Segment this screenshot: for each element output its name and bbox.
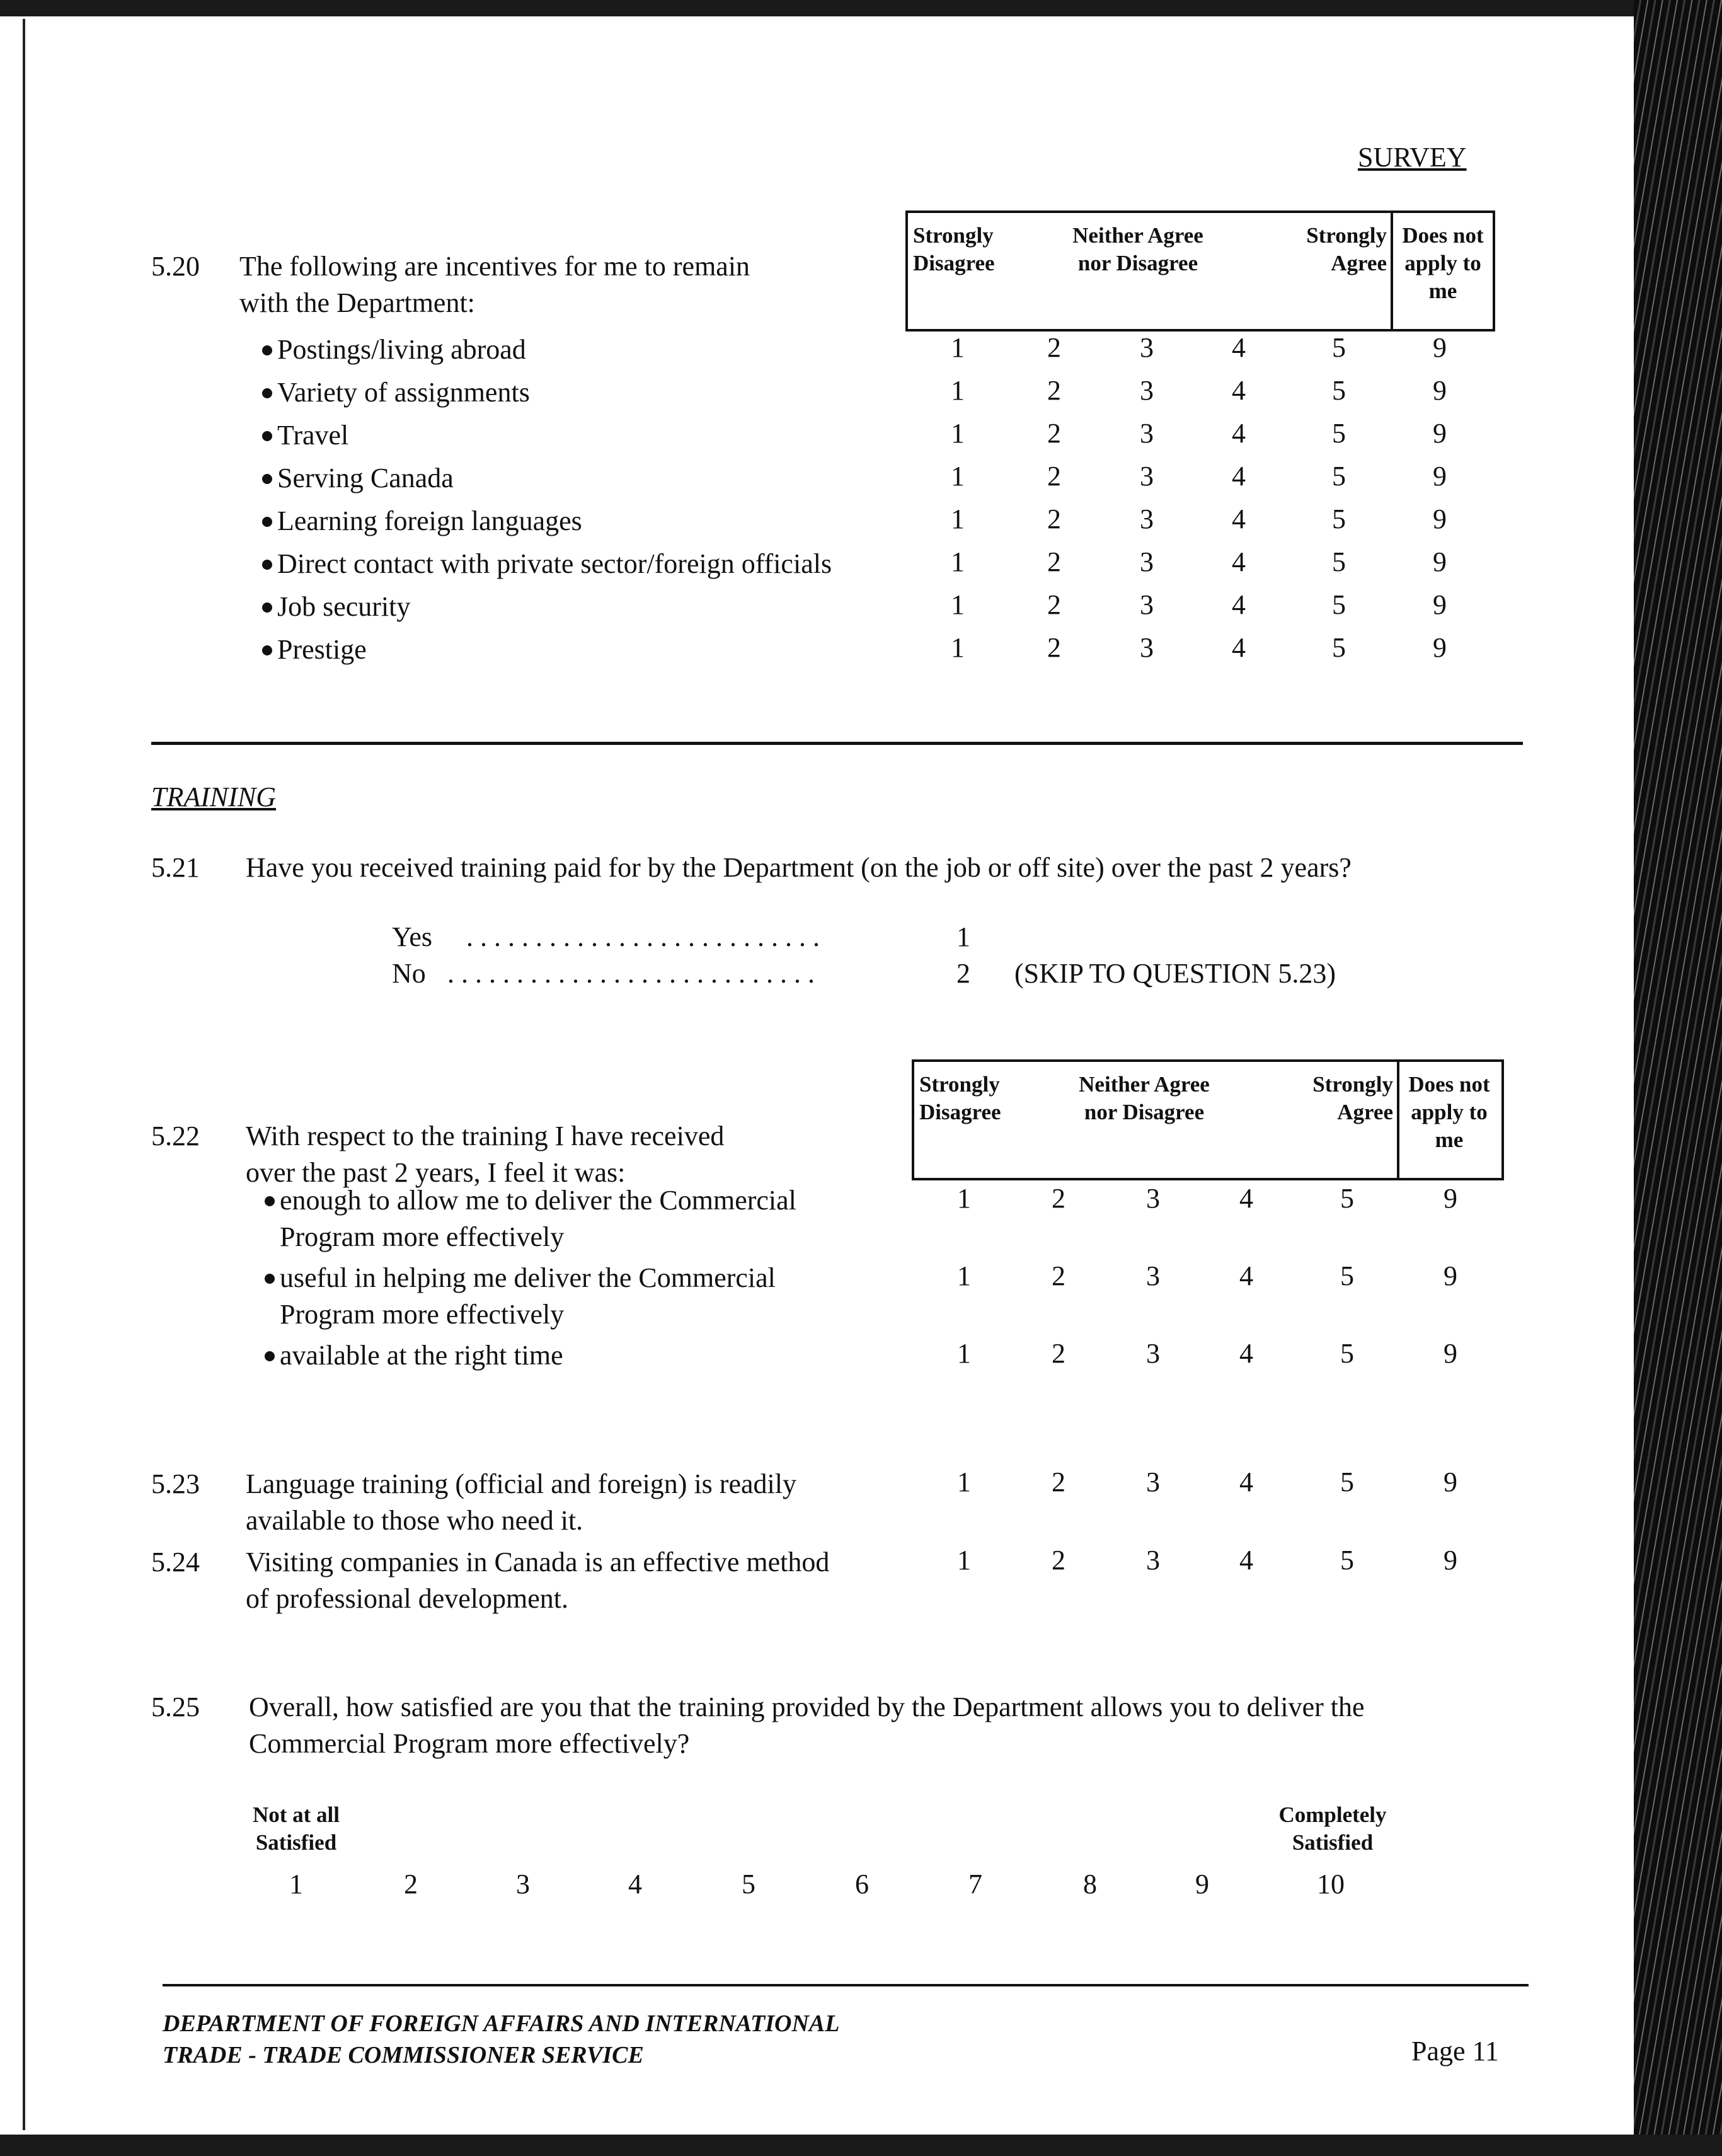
q523-option-3[interactable]: 4 [1239,1467,1253,1497]
q522-item-2-option-2[interactable]: 3 [1146,1338,1160,1369]
q525-option-9[interactable]: 9 [1195,1869,1209,1899]
q521-option-no-code[interactable]: 2 [956,958,970,989]
bullet-icon [265,1351,275,1361]
q520-item-7-option-5[interactable]: 9 [1433,632,1447,663]
footer-divider [163,1984,1529,1986]
q523-option-2[interactable]: 3 [1146,1467,1160,1497]
q520-item-2-option-1[interactable]: 2 [1047,418,1061,449]
q520-item-label: Postings/living abroad [277,334,526,365]
header-strongly-agree: Strongly Agree [1306,223,1387,275]
bullet-icon [265,1274,275,1284]
q521-option-no-dots: . . . . . . . . . . . . . . . . . . . . . . . . . . . [447,958,815,989]
q520-item-6-option-2[interactable]: 3 [1140,589,1154,620]
bullet-icon [262,645,272,655]
q520-item-1-option-0[interactable]: 1 [951,375,965,406]
q522-item-2-option-1[interactable]: 2 [1052,1338,1065,1369]
q525-option-2[interactable]: 2 [404,1869,418,1899]
q520-item-2-option-4[interactable]: 5 [1332,418,1346,449]
q520-item-label: Job security [277,591,411,622]
q520-item-5-option-3[interactable]: 4 [1232,546,1246,577]
q521-option-no-label[interactable]: No [392,958,426,989]
q522-text-line1: With respect to the training I have received [246,1121,725,1151]
q525-option-10[interactable]: 10 [1317,1869,1345,1899]
q525-option-4[interactable]: 4 [628,1869,642,1899]
q525-option-3[interactable]: 3 [516,1869,530,1899]
q520-item-5-option-0[interactable]: 1 [951,546,965,577]
q522-item-0-option-3[interactable]: 4 [1239,1183,1253,1214]
q523-option-5[interactable]: 9 [1444,1467,1457,1497]
q520-item-label: Variety of assignments [277,377,530,408]
q522-item-line2: Program more effectively [280,1221,565,1252]
q522-item-0-option-1[interactable]: 2 [1052,1183,1065,1214]
q520-item-6-option-4[interactable]: 5 [1332,589,1346,620]
q520-item-4-option-1[interactable]: 2 [1047,504,1061,534]
q520-item-7-option-2[interactable]: 3 [1140,632,1154,663]
q525-low-label: Not at all Satisfied [252,1802,340,1855]
bullet-icon [262,602,272,613]
q522-item-line1: available at the right time [280,1340,563,1371]
q520-item-2-option-0[interactable]: 1 [951,418,965,449]
bullet-icon [262,560,272,570]
header-does-not-apply: Does not apply to me [1402,223,1484,303]
q525-option-8[interactable]: 8 [1083,1869,1097,1899]
q521-option-yes-label[interactable]: Yes [392,921,433,952]
q522-item-2-option-5[interactable]: 9 [1444,1338,1457,1369]
bullet-icon [265,1196,275,1206]
q520-item-6-option-1[interactable]: 2 [1047,589,1061,620]
q525-number: 5.25 [151,1692,200,1722]
q520-item-5-option-4[interactable]: 5 [1332,546,1346,577]
q521-option-yes-dots: . . . . . . . . . . . . . . . . . . . . . . . . . . [466,921,820,952]
q522-item-0-option-4[interactable]: 5 [1340,1183,1354,1214]
q522-item-0-option-0[interactable]: 1 [957,1183,971,1214]
q520-item-5-option-1[interactable]: 2 [1047,546,1061,577]
scale-header-box-520 [905,210,1495,331]
q520-item-label: Prestige [277,634,367,665]
q520-item-4-option-3[interactable]: 4 [1232,504,1246,534]
q523-option-1[interactable]: 2 [1052,1467,1065,1497]
scale-header-box-522 [912,1059,1504,1180]
q523-number: 5.23 [151,1468,200,1499]
scan-border-top [0,0,1722,16]
header-strongly-agree: Strongly Agree [1312,1072,1393,1124]
q524-number: 5.24 [151,1547,200,1577]
q524-option-5[interactable]: 9 [1444,1545,1457,1576]
q520-item-1-option-4[interactable]: 5 [1332,375,1346,406]
q520-item-1-option-3[interactable]: 4 [1232,375,1246,406]
q524-option-1[interactable]: 2 [1052,1545,1065,1576]
q520-item-5-option-5[interactable]: 9 [1433,546,1447,577]
q520-item-4-option-4[interactable]: 5 [1332,504,1346,534]
q520-item-7-option-3[interactable]: 4 [1232,632,1246,663]
q522-item-line1: enough to allow me to deliver the Commercial [280,1185,796,1216]
q520-item-7-option-1[interactable]: 2 [1047,632,1061,663]
q520-text-line1: The following are incentives for me to remain [239,251,750,282]
header-does-not-apply: Does not apply to me [1408,1072,1490,1152]
q520-item-6-option-5[interactable]: 9 [1433,589,1447,620]
q520-item-2-option-5[interactable]: 9 [1433,418,1447,449]
q520-item-0-option-4[interactable]: 5 [1332,332,1346,363]
q520-item-6-option-3[interactable]: 4 [1232,589,1246,620]
q522-item-1-option-3[interactable]: 4 [1239,1260,1253,1291]
q520-number: 5.20 [151,251,200,282]
q525-line2: Commercial Program more effectively? [249,1728,690,1759]
q520-item-2-option-3[interactable]: 4 [1232,418,1246,449]
q520-item-3-option-5[interactable]: 9 [1433,461,1447,492]
q521-option-yes-code[interactable]: 1 [956,921,970,952]
q520-item-1-option-2[interactable]: 3 [1140,375,1154,406]
header-strongly-disagree: Strongly Disagree [919,1072,1001,1124]
q520-item-4-option-5[interactable]: 9 [1433,504,1447,534]
scan-border-bottom [0,2135,1722,2156]
section-divider [151,742,1523,745]
q520-item-3-option-2[interactable]: 3 [1140,461,1154,492]
q520-item-3-option-3[interactable]: 4 [1232,461,1246,492]
header-strongly-disagree: Strongly Disagree [913,223,995,275]
q522-number: 5.22 [151,1121,200,1151]
survey-page [25,16,1634,2135]
q525-high-label: Completely Satisfied [1278,1802,1387,1855]
q524-line2: of professional development. [246,1583,568,1614]
q523-line1: Language training (official and foreign) is readily [246,1468,796,1499]
q521-text: Have you received training paid for by the Department (on the job or off site) over the past 2 years? [246,852,1352,883]
q520-item-4-option-2[interactable]: 3 [1140,504,1154,534]
q525-option-7[interactable]: 7 [968,1869,982,1899]
q520-text-line2: with the Department: [239,287,475,318]
scan-border-right [1634,0,1722,2156]
q522-item-line1: useful in helping me deliver the Commercial [280,1262,776,1293]
header-neither: Neither Agree nor Disagree [1072,223,1203,275]
q522-item-0-option-5[interactable]: 9 [1444,1183,1457,1214]
q520-item-2-option-2[interactable]: 3 [1140,418,1154,449]
scale-header-separator [1397,1062,1399,1178]
q522-item-2-option-3[interactable]: 4 [1239,1338,1253,1369]
footer-line1: DEPARTMENT OF FOREIGN AFFAIRS AND INTERNATIONAL [163,2010,840,2037]
q520-item-3-option-1[interactable]: 2 [1047,461,1061,492]
q520-item-0-option-3[interactable]: 4 [1232,332,1246,363]
q520-item-4-option-0[interactable]: 1 [951,504,965,534]
bullet-icon [262,388,272,398]
q522-item-0-option-2[interactable]: 3 [1146,1183,1160,1214]
q524-option-2[interactable]: 3 [1146,1545,1160,1576]
bullet-icon [262,431,272,441]
q520-item-0-option-2[interactable]: 3 [1140,332,1154,363]
q520-item-5-option-2[interactable]: 3 [1140,546,1154,577]
q520-item-0-option-0[interactable]: 1 [951,332,965,363]
q524-option-4[interactable]: 5 [1340,1545,1354,1576]
q520-item-7-option-0[interactable]: 1 [951,632,965,663]
q522-item-1-option-2[interactable]: 3 [1146,1260,1160,1291]
q520-item-label: Direct contact with private sector/foreign officials [277,548,832,579]
q520-item-7-option-4[interactable]: 5 [1332,632,1346,663]
q525-option-5[interactable]: 5 [742,1869,755,1899]
q520-item-0-option-5[interactable]: 9 [1433,332,1447,363]
q520-item-0-option-1[interactable]: 2 [1047,332,1061,363]
q522-item-1-option-4[interactable]: 5 [1340,1260,1354,1291]
q522-item-line2: Program more effectively [280,1299,565,1330]
q525-line1: Overall, how satisfied are you that the training provided by the Department allows you to deliver the [249,1692,1365,1722]
q524-line1: Visiting companies in Canada is an effective method [246,1547,830,1577]
q520-item-6-option-0[interactable]: 1 [951,589,965,620]
q522-item-2-option-0[interactable]: 1 [957,1338,971,1369]
q521-number: 5.21 [151,852,200,883]
section-title: TRAINING [151,781,276,812]
q522-item-2-option-4[interactable]: 5 [1340,1338,1354,1369]
q520-item-1-option-5[interactable]: 9 [1433,375,1447,406]
q525-option-6[interactable]: 6 [855,1869,869,1899]
q522-text-line2: over the past 2 years, I feel it was: [246,1157,626,1188]
bullet-icon [262,345,272,355]
q520-item-3-option-0[interactable]: 1 [951,461,965,492]
q522-item-1-option-1[interactable]: 2 [1052,1260,1065,1291]
q523-option-0[interactable]: 1 [957,1467,971,1497]
q521-skip-note: (SKIP TO QUESTION 5.23) [1014,958,1336,989]
q522-item-1-option-0[interactable]: 1 [957,1260,971,1291]
q520-item-label: Learning foreign languages [277,505,582,536]
header-neither: Neither Agree nor Disagree [1079,1072,1210,1124]
q524-option-3[interactable]: 4 [1239,1545,1253,1576]
bullet-icon [262,474,272,484]
scale-header-separator [1391,213,1393,329]
q523-option-4[interactable]: 5 [1340,1467,1354,1497]
page-number: Page 11 [1411,2036,1499,2067]
q524-option-0[interactable]: 1 [957,1545,971,1576]
q525-option-1[interactable]: 1 [289,1869,303,1899]
q520-item-label: Serving Canada [277,463,454,493]
q520-item-1-option-1[interactable]: 2 [1047,375,1061,406]
q520-item-3-option-4[interactable]: 5 [1332,461,1346,492]
q522-item-1-option-5[interactable]: 9 [1444,1260,1457,1291]
footer-line2: TRADE - TRADE COMMISSIONER SERVICE [163,2042,644,2068]
bullet-icon [262,517,272,527]
q520-item-label: Travel [277,420,349,451]
survey-label: SURVEY [1358,142,1467,173]
q523-line2: available to those who need it. [246,1505,583,1536]
